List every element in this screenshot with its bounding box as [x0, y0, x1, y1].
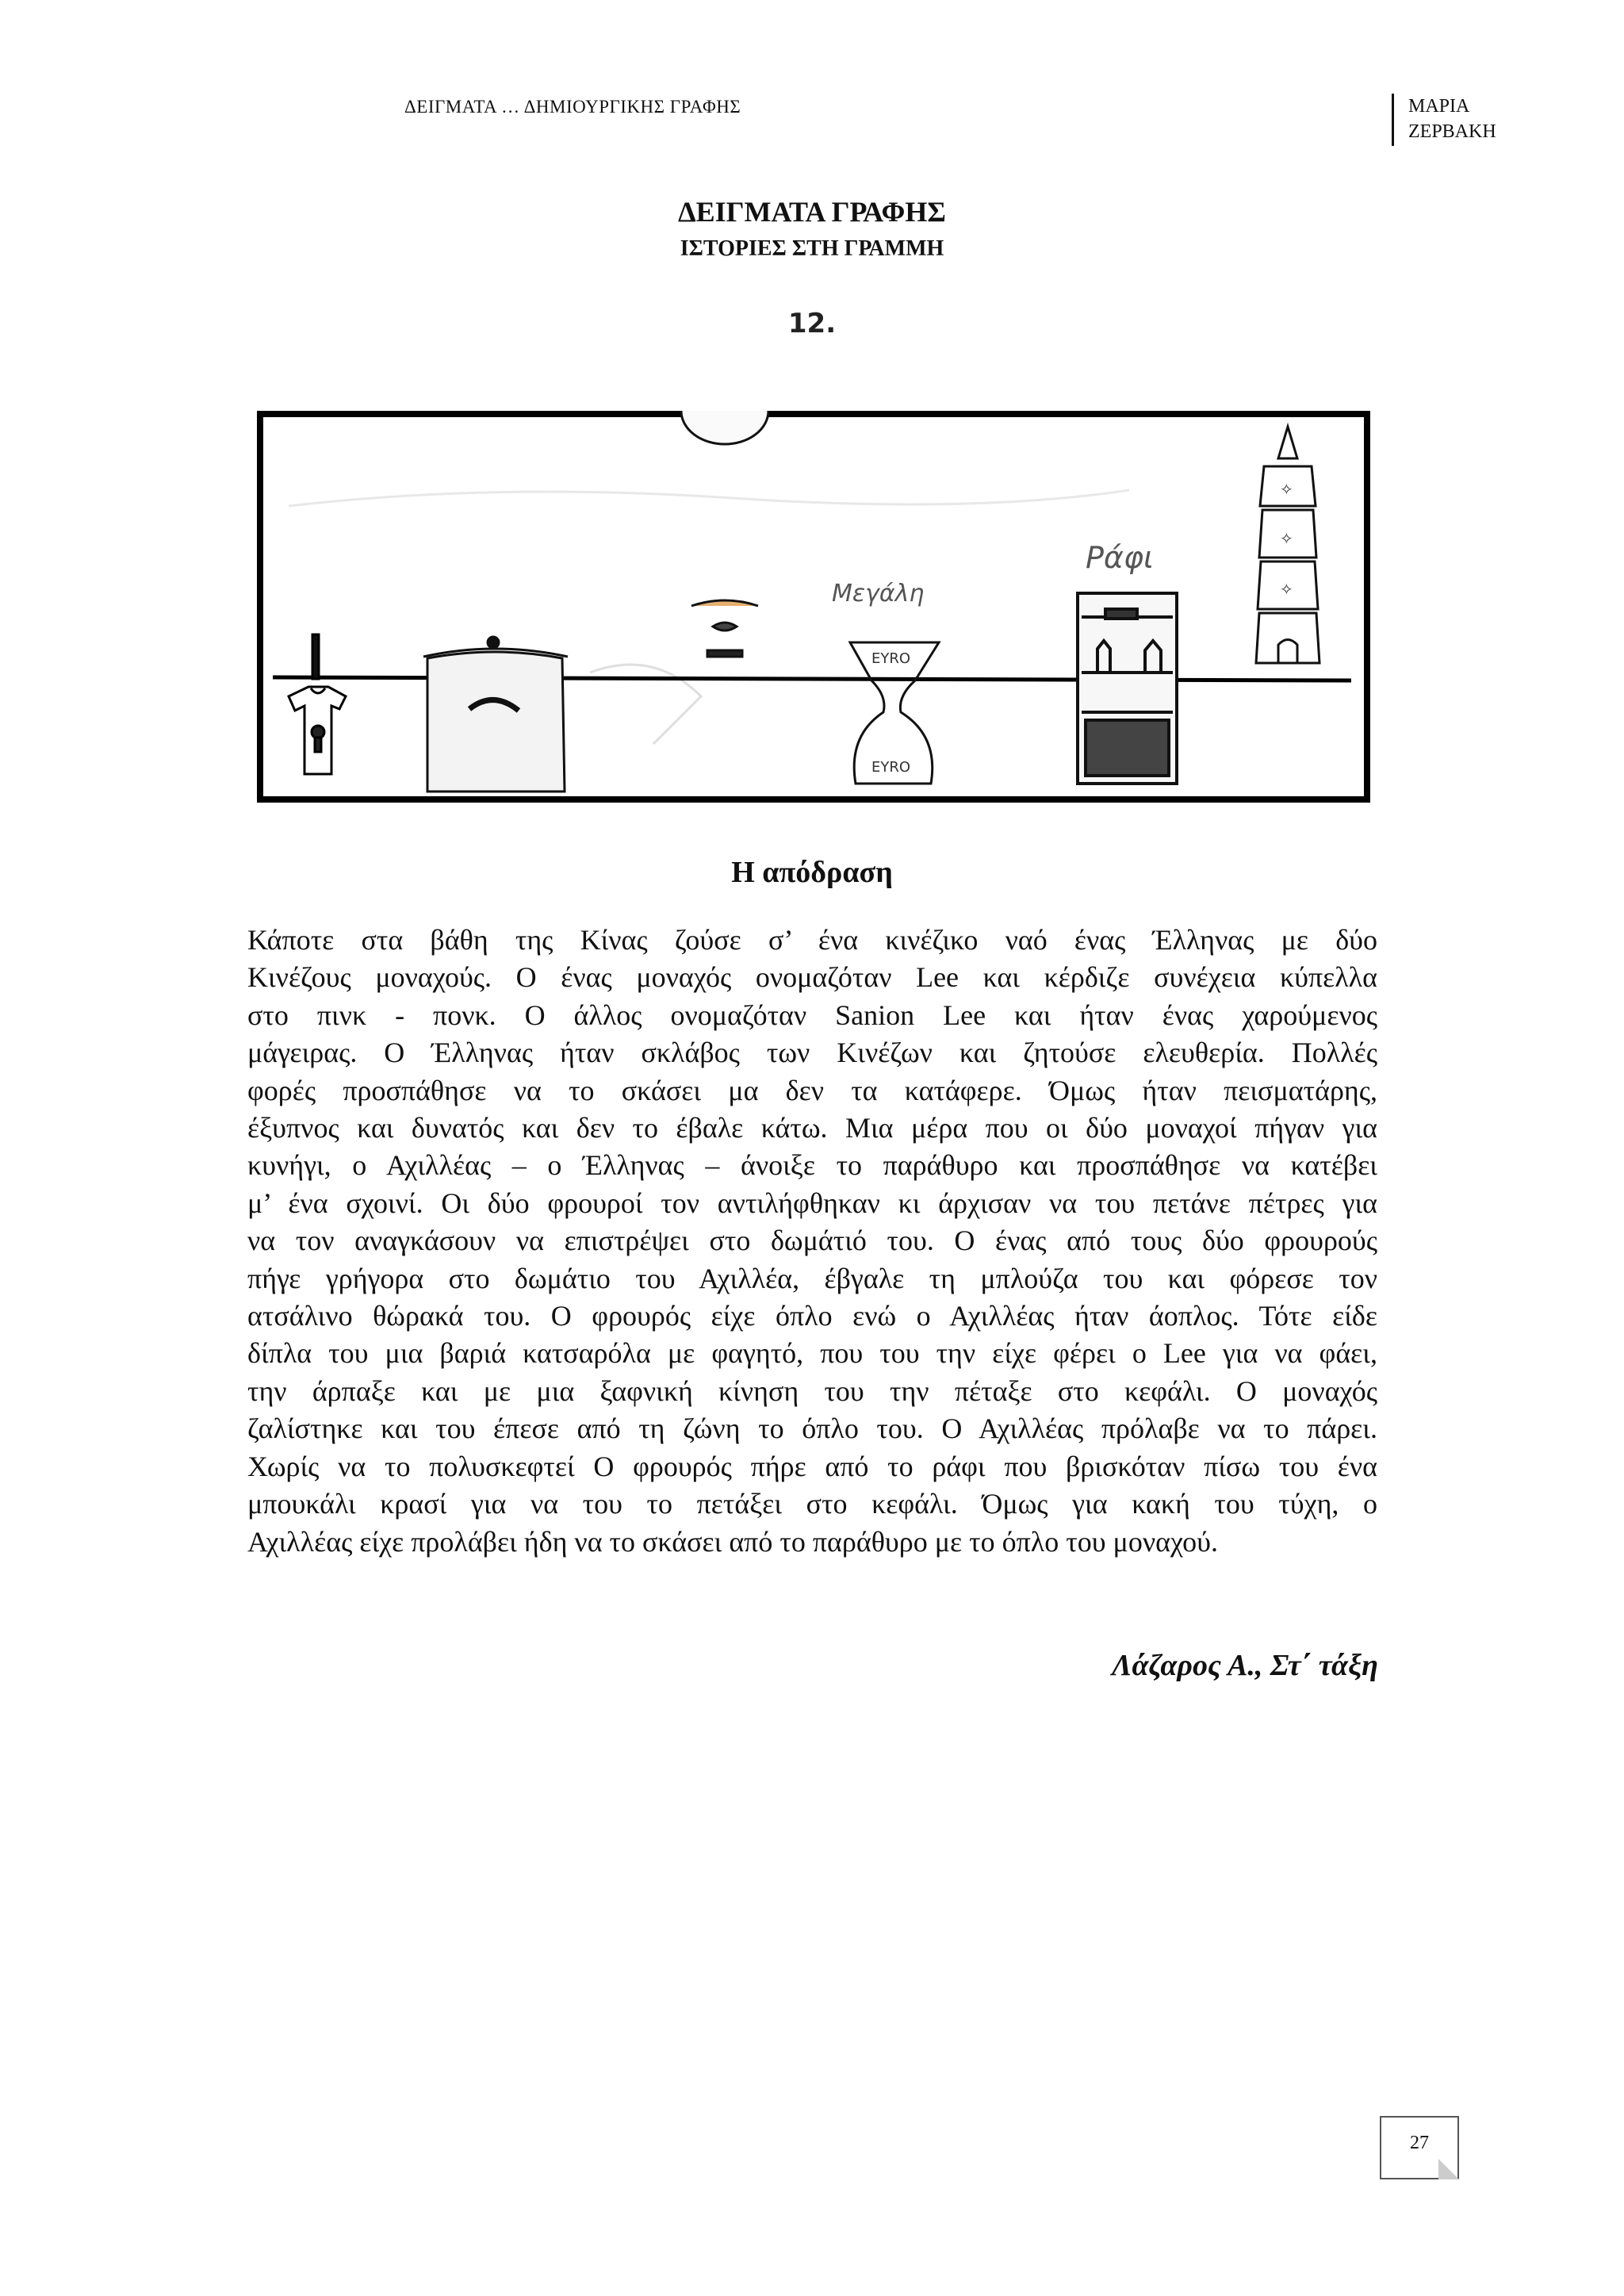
- pot-drawing: [423, 637, 568, 792]
- story-body: [247, 922, 1377, 1561]
- story-line: ατσάλινο θώρακά του. Ο φρουρός είχε όπλο ενώ ο Αχιλλέας ήταν άοπλος. Τότε είδε: [247, 1300, 1377, 1332]
- author-first-name: ΜΑΡΙΑ: [1408, 96, 1470, 117]
- running-header-author: [1392, 94, 1496, 146]
- story-line: μπουκάλι κρασί για να του το πετάξει στο κεφάλι. Όμως για κακή του τύχη, ο: [247, 1488, 1377, 1520]
- running-header-title: ΔΕΙΓΜΑΤΑ … ΔΗΜΙΟΥΡΓΙΚΗΣ ΓΡΑΦΗΣ: [404, 97, 741, 117]
- story-title: Η απόδραση: [731, 856, 893, 889]
- page-curl-icon: [1438, 2159, 1459, 2179]
- page-title: ΔΕΙΓΜΑΤΑ ΓΡΑΦΗΣ: [678, 196, 946, 228]
- page-subtitle: ΙΣΤΟΡΙΕΣ ΣΤΗ ΓΡΑΜΜΗ: [680, 236, 944, 261]
- story-number: 12.: [787, 308, 837, 339]
- story-line: μ’ ένα σχοινί. Οι δύο φρουροί τον αντιλήφθηκαν κι άρχισαν να του πετάνε πέτρες για: [247, 1186, 1377, 1219]
- shelf-label: Ράφι: [1086, 540, 1154, 575]
- story-line: την άρπαξε και με μια ξαφνική κίνηση του την πέταξε στο κεφάλι. Ο μοναχός: [247, 1374, 1377, 1407]
- svg-text:✧: ✧: [1280, 481, 1293, 499]
- euro-label-top: EYRO: [871, 650, 911, 667]
- svg-text:✧: ✧: [1280, 531, 1293, 548]
- story-line: στο πινκ - πονκ. Ο άλλος ονομαζόταν Sanion Lee και ήταν ένας χαρούμενος: [247, 999, 1377, 1031]
- story-line: Χωρίς να το πολυσκεφτεί Ο φρουρός πήρε από το ράφι που βρισκόταν πίσω του ένα: [247, 1450, 1377, 1482]
- story-line: φορές προσπάθησε να το σκάσει μα δεν τα κατάφερε. Όμως ήταν πεισματάρης,: [247, 1074, 1377, 1106]
- page-number: 27: [1410, 2133, 1429, 2153]
- page-number-box: [1380, 2116, 1459, 2179]
- story-author: Λάζαρος Α., Στ΄ τάξη: [1112, 1649, 1378, 1682]
- story-line: μάγειρας. Ο Έλληνας ήταν σκλάβος των Κινέζων και ζητούσε ελευθερία. Πολλές: [247, 1037, 1377, 1069]
- story-line-drawing: [257, 411, 1370, 803]
- story-line: δίπλα του μια βαριά κατσαρόλα με φαγητό, που του την είχε φέρει ο Lee για να φάει,: [247, 1337, 1377, 1370]
- author-last-name: ΖΕΡΒΑΚΗ: [1408, 121, 1496, 142]
- euro-label-bottom: EYRO: [871, 759, 911, 776]
- story-line: Αχιλλέας είχε προλάβει ήδη να το σκάσει από το παράθυρο με το όπλο του μοναχού.: [247, 1525, 1218, 1558]
- story-line: πήγε γρήγορα στο δωμάτιο του Αχιλλέα, έβγαλε τη μπλούζα του και φόρεσε τον: [247, 1262, 1377, 1294]
- svg-text:✧: ✧: [1280, 581, 1293, 599]
- story-line: να τον αναγκάσουν να επιστρέψει στο δωμάτιό του. Ο ένας από τους δύο φρουρούς: [247, 1225, 1377, 1257]
- story-line: Κάποτε στα βάθη της Κίνας ζούσε σ’ ένα κινέζικο ναό ένας Έλληνας με δύο: [247, 924, 1377, 956]
- story-line: έξυπνος και δυνατός και δεν το έβαλε κάτω. Μια μέρα που οι δύο μοναχοί πήγαν για: [247, 1112, 1377, 1144]
- vase-label: Μεγάλη: [832, 580, 925, 608]
- story-line: κυνήγι, ο Αχιλλέας – ο Έλληνας – άνοιξε το παράθυρο και προσπάθησε να κατέβει: [247, 1149, 1377, 1182]
- story-line: Κινέζους μοναχούς. Ο ένας μοναχός ονομαζόταν Lee και κέρδιζε συνέχεια κύπελλα: [247, 961, 1377, 994]
- story-line: ζαλίστηκε και του έπεσε από τη ζώνη το όπλο του. Ο Αχιλλέας πρόλαβε να το πάρει.: [247, 1412, 1377, 1445]
